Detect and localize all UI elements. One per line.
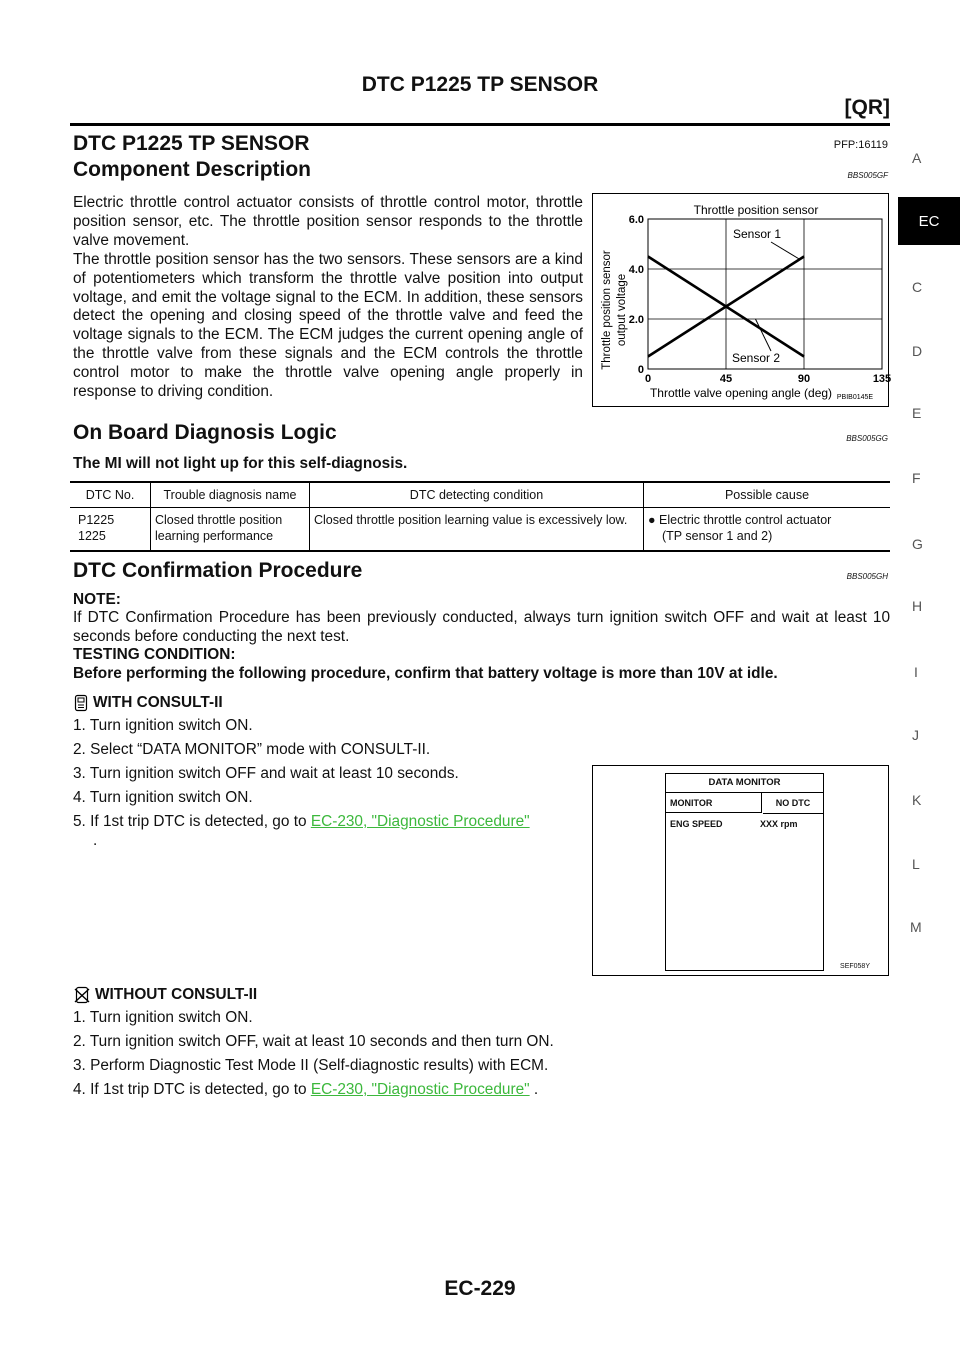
note-label: NOTE: (73, 591, 121, 608)
y-tick-label: 6.0 (628, 214, 644, 226)
x-tick-label: 90 (797, 373, 811, 385)
table-header: DTC detecting condition (310, 483, 644, 508)
side-tab-h[interactable]: H (912, 598, 923, 614)
series-label-1: Sensor 1 (733, 227, 782, 241)
x-tick-label: 135 (872, 373, 892, 385)
testing-condition-text: Before performing the following procedure, confirm that battery voltage is more than 10V at idle. (73, 665, 778, 682)
monitor-row-label: ENG SPEED (670, 819, 723, 829)
part-number: PFP:16119 (833, 139, 888, 151)
list-item: 3. Turn ignition switch OFF and wait at least 10 seconds. (73, 765, 459, 782)
page-number: EC-229 (444, 1277, 516, 1300)
side-tab-d[interactable]: D (912, 343, 923, 359)
data-monitor-figure (592, 765, 889, 976)
possible-cause-line1: Electric throttle control actuator (659, 513, 832, 527)
list-item (73, 812, 593, 850)
header-rule (70, 123, 890, 126)
testing-condition-label: TESTING CONDITION: (73, 646, 236, 663)
list-item: 4. Turn ignition switch ON. (73, 789, 253, 806)
diagnostic-procedure-link[interactable]: EC-230, "Diagnostic Procedure" (310, 1081, 530, 1098)
series-label-2: Sensor 2 (732, 351, 781, 365)
with-consult-steps (73, 716, 593, 855)
chart-x-label: Throttle valve opening angle (deg) (649, 386, 833, 400)
y-tick-label: 4.0 (628, 264, 644, 276)
side-tab-f[interactable]: F (912, 470, 921, 486)
without-consult-heading: WITHOUT CONSULT-II (95, 986, 258, 1003)
plot-frame (648, 219, 882, 369)
chart-y-label-line1: Throttle position sensor (601, 250, 613, 370)
side-tab-c[interactable]: C (912, 279, 923, 295)
monitor-row-value: XXX rpm (760, 819, 798, 829)
obd-heading: On Board Diagnosis Logic (73, 421, 337, 444)
no-tester-icon (74, 986, 90, 1004)
list-item: 3. Perform Diagnostic Test Mode II (Self-diagnostic results) with ECM. (73, 1057, 549, 1074)
step5-period: . (93, 832, 98, 849)
dtc-number-alt: 1225 (78, 529, 106, 543)
confirm-code: BBS005GH (846, 572, 888, 581)
running-header: DTC P1225 TP SENSOR (361, 73, 599, 96)
obd-code: BBS005GG (846, 434, 888, 443)
chart-grid (648, 219, 882, 369)
list-item: 2. Select “DATA MONITOR” mode with CONSULT-II. (73, 741, 431, 758)
list-item: 2. Turn ignition switch OFF, wait at least 10 seconds and then turn ON. (73, 1033, 554, 1050)
without-consult-steps (73, 1008, 890, 1104)
diagnosis-name-cell: Closed throttle position learning performance (151, 508, 310, 551)
chart-title: Throttle position sensor (693, 203, 819, 217)
list-item: 1. Turn ignition switch ON. (73, 717, 253, 734)
side-tab-l[interactable]: L (912, 856, 920, 872)
with-consult-heading: WITH CONSULT-II (93, 694, 223, 711)
tp-sensor-figure (592, 193, 892, 407)
side-tab-e[interactable]: E (912, 405, 922, 421)
component-heading: Component Description (73, 158, 312, 181)
possible-cause-cell (644, 508, 891, 551)
component-code: BBS005GF (847, 171, 888, 180)
step4-period: . (529, 1081, 539, 1098)
side-tab-a[interactable]: A (912, 150, 922, 166)
step5-text: 5. If 1st trip DTC is detected, go to (73, 813, 307, 830)
obd-note: The MI will not light up for this self-diagnosis. (73, 455, 408, 472)
series-label-1-leader (771, 242, 800, 260)
side-tab-j[interactable]: J (912, 727, 919, 743)
table-row (70, 508, 890, 551)
possible-cause-line2: (TP sensor 1 and 2) (662, 529, 773, 543)
engine-code: [QR] (844, 96, 890, 119)
component-paragraph-2: The throttle position sensor has the two sensors. These sensors are a kind of potentiometers which transform the throttle valve position into output voltage, and emit the voltage signal to the ECM. In addition, these sensors detect the opening and closing speed of the throttle valve and feed the voltage signals to the ECM. The ECM judges the current opening angle of the throttle valve from these signals and the ECM controls the throttle control motor to make the throttle valve opening angle properly in response to driving condition. (73, 250, 583, 401)
y-tick-label: 2.0 (628, 314, 644, 326)
diagnostic-procedure-link[interactable]: EC-230, "Diagnostic Procedure" (310, 813, 530, 830)
dtc-table (70, 481, 890, 552)
monitor-screen (665, 773, 824, 971)
monitor-column-label: MONITOR (666, 793, 762, 813)
section-title: DTC P1225 TP SENSOR (73, 132, 310, 155)
x-tick-label: 0 (644, 373, 652, 385)
side-tab-g[interactable]: G (912, 536, 923, 552)
monitor-status: NO DTC (763, 793, 823, 814)
monitor-title: DATA MONITOR (666, 774, 823, 793)
monitor-figure-code: SEF058Y (840, 963, 870, 970)
side-tab-m[interactable]: M (910, 919, 922, 935)
step4-text: 4. If 1st trip DTC is detected, go to (73, 1081, 307, 1098)
dtc-number: P1225 (78, 513, 115, 527)
side-tab-i[interactable]: I (914, 664, 918, 680)
table-header-row (70, 483, 890, 508)
detecting-condition-cell: Closed throttle position learning value is excessively low. (310, 508, 644, 551)
bullet-icon: ● (648, 513, 656, 527)
chart-figure-code: PBIB0145E (836, 394, 874, 401)
table-header: DTC No. (70, 483, 151, 508)
x-tick-label: 45 (719, 373, 733, 385)
note-text: If DTC Confirmation Procedure has been previously conducted, always turn ignition switch OFF and wait at least 10 seconds before conducting the next test. (73, 609, 890, 645)
table-header: Possible cause (644, 483, 891, 508)
list-item (73, 1080, 890, 1099)
dtc-number-cell (70, 508, 151, 551)
component-paragraph-1: Electric throttle control actuator consists of throttle control motor, throttle position sensor, etc. The throttle position sensor responds to the throttle valve movement. (73, 194, 583, 249)
list-item: 1. Turn ignition switch ON. (73, 1009, 253, 1026)
confirm-heading: DTC Confirmation Procedure (73, 559, 363, 582)
tp-sensor-chart (593, 194, 892, 406)
y-tick-label: 0 (637, 364, 644, 376)
component-text (73, 194, 583, 402)
table-header: Trouble diagnosis name (151, 483, 310, 508)
side-tab-k[interactable]: K (912, 792, 922, 808)
chart-y-label-line2: output voltage (616, 273, 628, 347)
side-tab-ec[interactable]: EC (898, 197, 960, 245)
consult-tester-icon (74, 694, 88, 712)
